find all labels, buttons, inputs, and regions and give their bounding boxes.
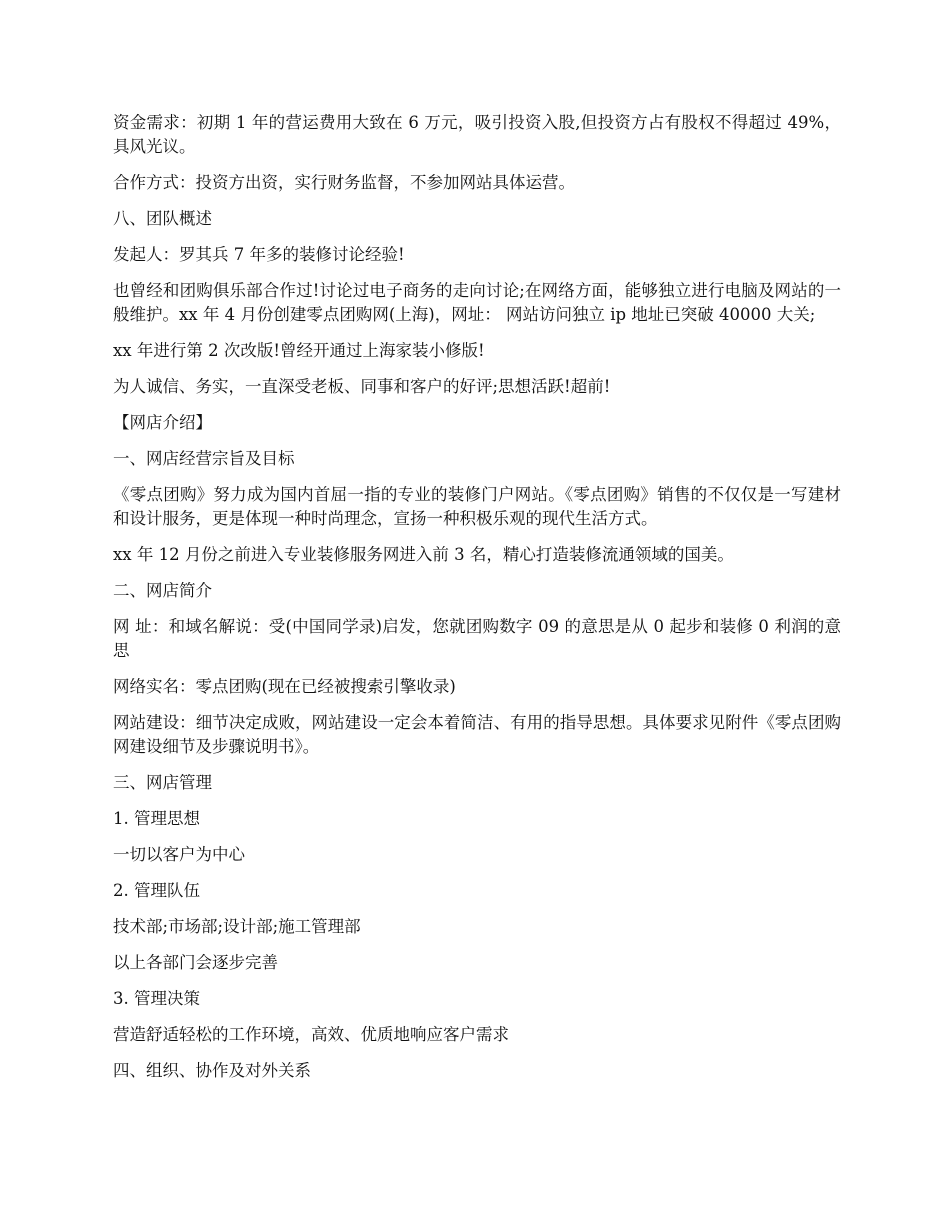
section-heading-shop-intro: 【网店介绍】	[113, 413, 212, 432]
paragraph-departments: 技术部;市场部;设计部;施工管理部	[113, 917, 361, 936]
section-heading-shop-profile: 二、网店简介	[113, 581, 212, 600]
document-page	[113, 111, 841, 1095]
subheading-management-decisions: 3. 管理决策	[113, 989, 200, 1008]
paragraph-network-name: 网络实名：零点团购(现在已经被搜索引擎收录)	[113, 677, 456, 696]
paragraph-departments-improve: 以上各部门会逐步完善	[113, 953, 278, 972]
paragraph-mission: 《零点团购》努力成为国内首屈一指的专业的装修门户网站。《零点团购》销售的不仅仅是一写建材和设计服务，更是体现一种时尚理念，宣扬一种积极乐观的现代生活方式。	[113, 485, 841, 528]
paragraph-customer-centric: 一切以客户为中心	[113, 845, 245, 864]
paragraph-site-construction: 网站建设：细节决定成败，网站建设一定会本着简洁、有用的指导思想。具体要求见附件《零点团购网建设细节及步骤说明书》。	[113, 713, 841, 756]
paragraph-second-revision: xx 年进行第 2 次改版!曾经开通过上海家装小修版!	[113, 341, 485, 360]
paragraph-founder-experience: 也曾经和团购俱乐部合作过!讨论过电子商务的走向讨论;在网络方面，能够独立进行电脑及网站的一般维护。xx 年 4 月份创建零点团购网(上海)，网址： 网站访问独立 ip 地址已突破 40000 大关;	[113, 281, 841, 324]
paragraph-domain-explanation: 网 址：和域名解说：受(中国同学录)启发，您就团购数字 09 的意思是从 0 起步和装修 0 利润的意思	[113, 617, 841, 660]
paragraph-cooperation-mode: 合作方式：投资方出资，实行财务监督，不参加网站具体运营。	[113, 173, 575, 192]
section-heading-purpose-goals: 一、网店经营宗旨及目标	[113, 449, 295, 468]
subheading-management-philosophy: 1. 管理思想	[113, 809, 200, 828]
paragraph-work-environment: 营造舒适轻松的工作环境，高效、优质地响应客户需求	[113, 1025, 509, 1044]
section-heading-shop-management: 三、网店管理	[113, 773, 212, 792]
paragraph-founder: 发起人：罗其兵 7 年多的装修讨论经验!	[113, 245, 405, 264]
subheading-management-team: 2. 管理队伍	[113, 881, 200, 900]
paragraph-character: 为人诚信、务实，一直深受老板、同事和客户的好评;思想活跃!超前!	[113, 377, 611, 396]
section-heading-team-overview: 八、团队概述	[113, 209, 212, 228]
section-heading-organization: 四、组织、协作及对外关系	[113, 1061, 311, 1080]
paragraph-funding-needs: 资金需求：初期 1 年的营运费用大致在 6 万元，吸引投资入股,但投资方占有股权不得超过 49%，具风光议。	[113, 113, 841, 156]
paragraph-target: xx 年 12 月份之前进入专业装修服务网进入前 3 名，精心打造装修流通领域的国美。	[113, 545, 734, 564]
